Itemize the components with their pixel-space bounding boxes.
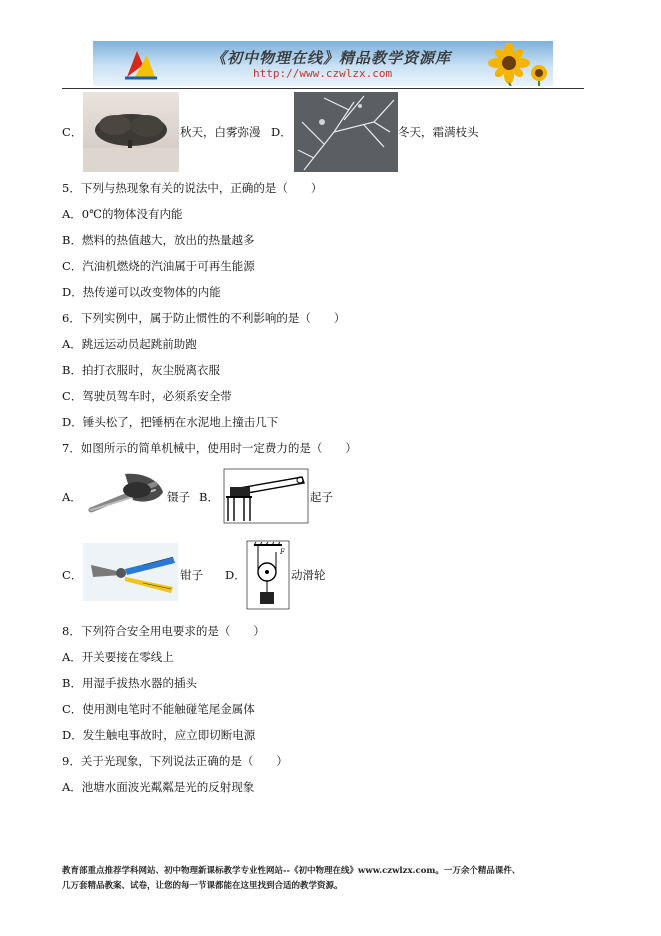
q6-option-d: D．锤头松了，把锤柄在水泥地上撞击几下 (62, 415, 279, 429)
movable-pulley-picture (246, 540, 290, 610)
q6-stem: 6．下列实例中，属于防止惯性的不利影响的是（ ） (62, 311, 346, 325)
footer-line-1: 教育部重点推荐学科网站、初中物理新课标教学专业性网站--《初中物理在线》www.czwlzx.com。一万余个精品课件、 (62, 866, 521, 876)
q6-option-a: A．跳远运动员起跳前助跑 (62, 337, 197, 351)
q4-option-c-label: C． (62, 125, 83, 139)
q7-option-c-text: 钳子 (180, 568, 203, 582)
header-rule (62, 88, 584, 89)
tweezers-picture (85, 470, 165, 520)
q4-option-c-text: 秋天，白雾弥漫 (180, 125, 261, 139)
site-logo-icon (123, 47, 159, 81)
q7-option-a-text: 镊子 (167, 490, 190, 504)
pulley-force-label: F (280, 548, 285, 556)
q9-option-a: A．池塘水面波光粼粼是光的反射现象 (62, 780, 255, 794)
pliers-picture (83, 543, 178, 601)
q4-option-d-text: 冬天，霜满枝头 (398, 125, 479, 139)
footer-line-2: 几万套精品教案、试卷，让您的每一节课都能在这里找到合适的教学资源。 (62, 881, 343, 891)
site-title: 《初中物理在线》精品教学资源库 (211, 49, 452, 67)
fog-tree-photo (83, 92, 179, 172)
header-banner (93, 41, 553, 86)
q6-option-b: B．拍打衣服时，灰尘脱离衣服 (62, 363, 220, 377)
q7-option-a-label: A． (62, 490, 82, 504)
q8-option-b: B．用湿手拔热水器的插头 (62, 676, 197, 690)
q7-option-b-text: 起子 (310, 490, 333, 504)
frost-branch-photo (294, 92, 398, 172)
site-url[interactable]: http://www.czwlzx.com (253, 67, 393, 80)
q8-option-a: A．开关要接在零线上 (62, 650, 174, 664)
q5-option-b: B．燃料的热值越大，放出的热量越多 (62, 233, 255, 247)
q5-option-a: A．0℃的物体没有内能 (62, 207, 183, 221)
q7-option-d-text: 动滑轮 (291, 568, 326, 582)
q8-stem: 8．下列符合安全用电要求的是（ ） (62, 624, 265, 638)
bottle-opener-picture (222, 467, 310, 525)
q5-option-c: C．汽油机燃烧的汽油属于可再生能源 (62, 259, 255, 273)
q5-option-d: D．热传递可以改变物体的内能 (62, 285, 221, 299)
q8-option-c: C．使用测电笔时不能触碰笔尾金属体 (62, 702, 255, 716)
q4-option-d-label: D． (271, 125, 292, 139)
q7-stem: 7．如图所示的简单机械中，使用时一定费力的是（ ） (62, 441, 357, 455)
q7-option-d-label: D． (225, 568, 246, 582)
sunflower-icon (485, 43, 551, 86)
page-footer (62, 864, 520, 894)
q5-stem: 5．下列与热现象有关的说法中，正确的是（ ） (62, 181, 323, 195)
q7-option-b-label: B． (199, 490, 219, 504)
q6-option-c: C．驾驶员驾车时，必须系安全带 (62, 389, 232, 403)
q7-option-c-label: C． (62, 568, 83, 582)
q8-option-d: D．发生触电事故时，应立即切断电源 (62, 728, 256, 742)
q9-stem: 9．关于光现象，下列说法正确的是（ ） (62, 754, 288, 768)
